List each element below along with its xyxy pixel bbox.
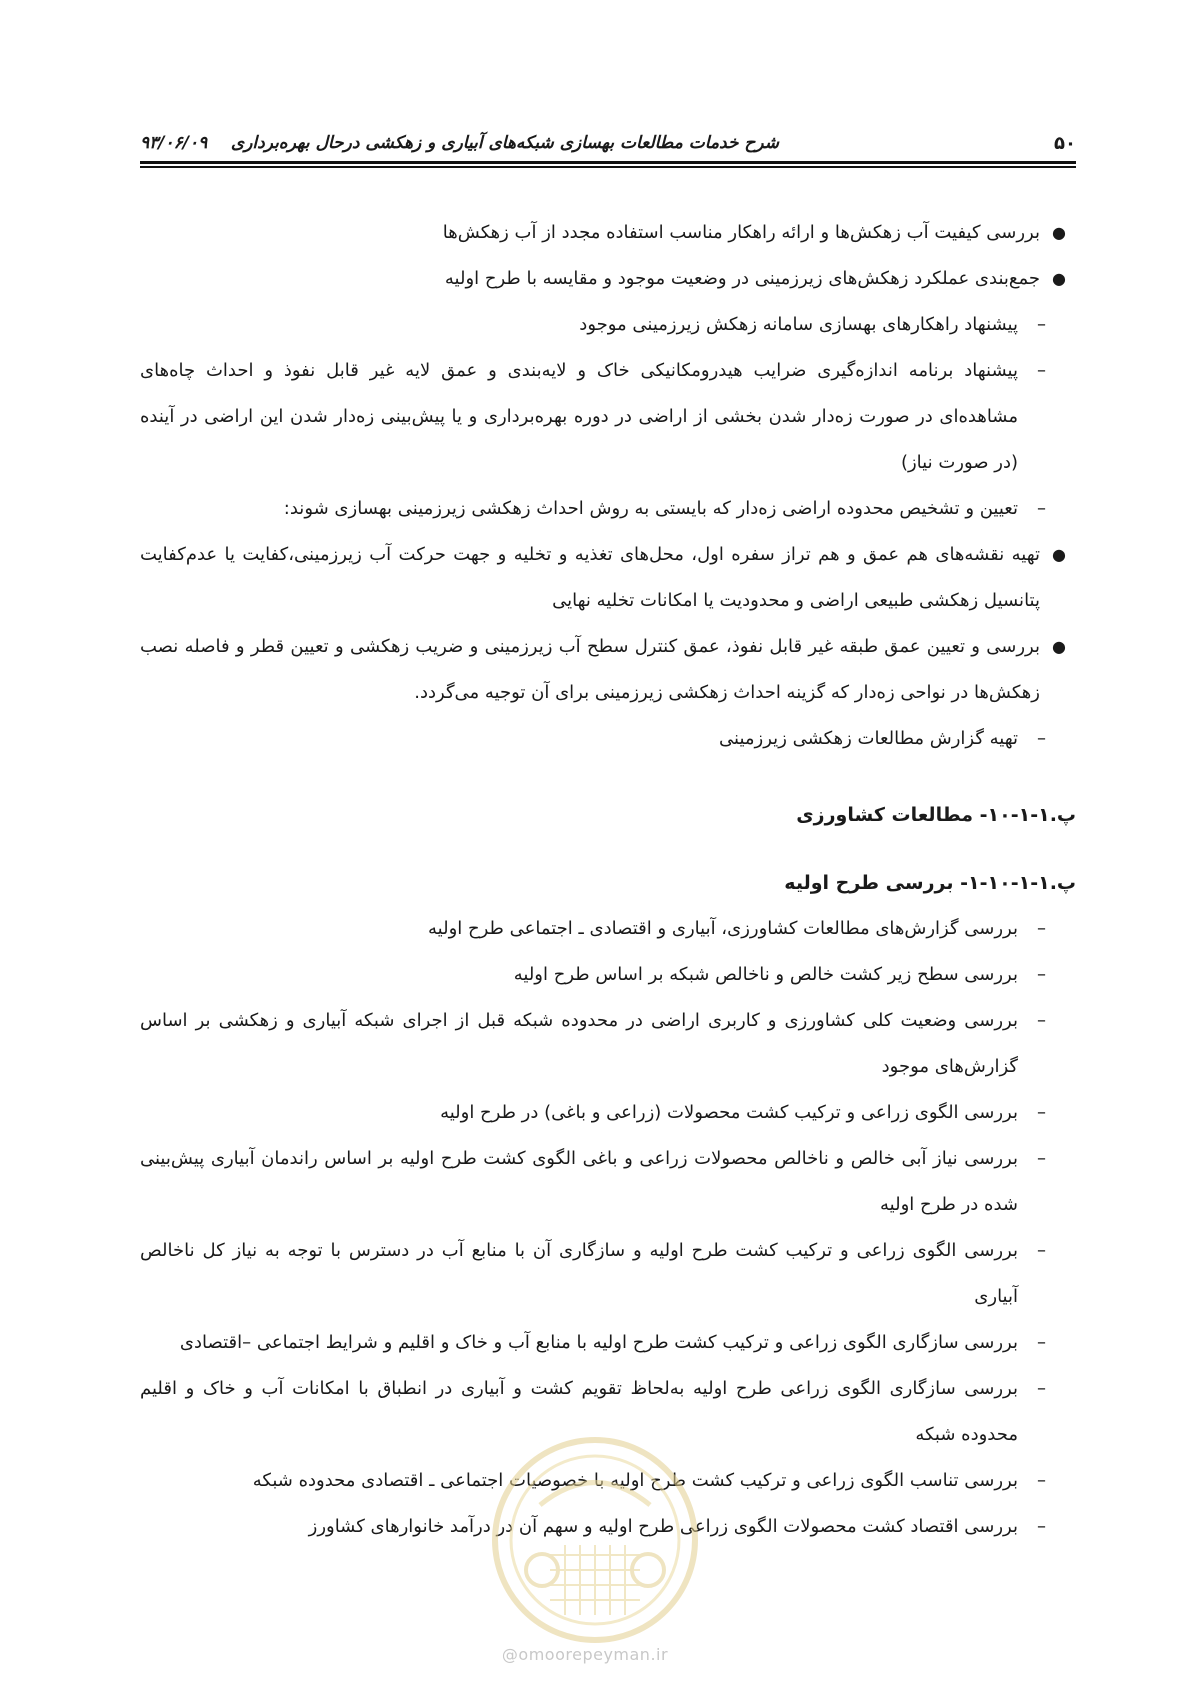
header-rule-thin (140, 166, 1076, 168)
item-text: بررسی سازگاری الگوی زراعی طرح اولیه به‌لحاظ تقویم کشت و آبیاری در انطباق با امکانات آب و خاک و اقلیم محدوده شبکه (140, 1378, 1018, 1445)
header-title-group (140, 133, 779, 153)
bullet-icon: ● (1052, 223, 1066, 242)
item-text: بررسی و تعیین عمق طبقه غیر قابل نفوذ، عمق کنترل سطح آب زیرزمینی و ضریب زهکشی و تعیین قطر و فاصله نصب زهکش‌ها در نواحی زه‌دار که گزینه احداث زهکشی زیرزمینی برای آن توجیه می‌گردد. (140, 636, 1040, 703)
bullet-icon: ● (1052, 545, 1066, 564)
subsection-heading: پ.۱-۱-۱۰-۱- بررسی طرح اولیه (784, 872, 1076, 894)
item-text: جمع‌بندی عملکرد زهکش‌های زیرزمینی در وضعیت موجود و مقایسه با طرح اولیه (444, 268, 1040, 289)
dash-icon: – (1037, 314, 1046, 335)
header-rule-thick (140, 161, 1076, 164)
dash-icon: – (1037, 1470, 1046, 1491)
item-text: بررسی گزارش‌های مطالعات کشاورزی، آبیاری و اقتصادی ـ اجتماعی طرح اولیه (428, 918, 1018, 939)
header-date: ۹۳/۰۶/۰۹ (140, 133, 208, 153)
list-item (140, 486, 1076, 532)
dash-icon: – (1037, 360, 1046, 381)
section-drainage-list (140, 210, 1076, 762)
item-text: تعیین و تشخیص محدوده اراضی زه‌دار که بایستی به روش احداث زهکشی زیرزمینی بهسازی شوند: (283, 498, 1018, 519)
watermark-seal-logo (480, 1420, 710, 1660)
page-content (140, 210, 1076, 1550)
item-text: بررسی نیاز آبی خالص و ناخالص محصولات زراعی و باغی الگوی کشت طرح اولیه بر اساس راندمان آبیاری پیش‌بینی شده در طرح اولیه (140, 1148, 1018, 1215)
dash-icon: – (1037, 728, 1046, 749)
dash-icon: – (1037, 1148, 1046, 1169)
list-item (140, 1136, 1076, 1228)
list-item (140, 1228, 1076, 1320)
dash-icon: – (1037, 964, 1046, 985)
list-item (140, 256, 1076, 302)
item-text: بررسی سطح زیر کشت خالص و ناخالص شبکه بر اساس طرح اولیه (513, 964, 1018, 985)
item-text: پیشنهاد برنامه اندازه‌گیری ضرایب هیدرومکانیکی خاک و لایه‌بندی و عمق لایه غیر قابل نفوذ و احداث چاه‌های مشاهده‌ای در صورت زه‌دار شدن بخشی از اراضی در دوره بهره‌برداری و یا پیش‌بینی زه‌دار شدن این اراضی در آینده (در صورت نیاز) (140, 360, 1018, 473)
item-text: بررسی اقتصاد کشت محصولات الگوی زراعی طرح اولیه و سهم آن در درآمد خانوارهای کشاورز (308, 1516, 1018, 1537)
page-number: ۵۰ (1054, 132, 1076, 154)
watermark-site-text: @omoorepeyman.ir (501, 1645, 669, 1664)
dash-icon: – (1037, 1516, 1046, 1537)
list-item (140, 906, 1076, 952)
page-header (140, 128, 1076, 158)
list-item (140, 302, 1076, 348)
list-item (140, 998, 1076, 1090)
dash-icon: – (1037, 918, 1046, 939)
list-item (140, 1320, 1076, 1366)
list-item (140, 532, 1076, 624)
header-title: شرح خدمات مطالعات بهسازی شبکه‌های آبیاری و زهکشی درحال بهره‌برداری (230, 133, 780, 153)
bullet-icon: ● (1052, 637, 1066, 656)
list-item (140, 210, 1076, 256)
dash-icon: – (1037, 498, 1046, 519)
dash-icon: – (1037, 1240, 1046, 1261)
item-text: تهیه گزارش مطالعات زهکشی زیرزمینی (719, 728, 1018, 749)
dash-icon: – (1037, 1010, 1046, 1031)
dash-icon: – (1037, 1332, 1046, 1353)
item-text: پیشنهاد راهکارهای بهسازی سامانه زهکش زیرزمینی موجود (579, 314, 1018, 335)
list-item (140, 1090, 1076, 1136)
dash-icon: – (1037, 1378, 1046, 1399)
item-text: بررسی الگوی زراعی و ترکیب کشت محصولات (زراعی و باغی) در طرح اولیه (440, 1102, 1018, 1123)
list-item (140, 952, 1076, 998)
list-item (140, 716, 1076, 762)
list-item (140, 624, 1076, 716)
item-text: بررسی سازگاری الگوی زراعی و ترکیب کشت طرح اولیه با منابع آب و خاک و اقلیم و شرایط اجتماعی –اقتصادی (179, 1332, 1018, 1353)
section-heading: پ.۱-۱-۱۰- مطالعات کشاورزی (796, 804, 1076, 826)
dash-icon: – (1037, 1102, 1046, 1123)
item-text: بررسی الگوی زراعی و ترکیب کشت طرح اولیه و سازگاری آن با منابع آب در دسترس با توجه به نیاز کل ناخالص آبیاری (140, 1240, 1018, 1307)
list-item (140, 348, 1076, 486)
item-text: تهیه نقشه‌های هم عمق و هم تراز سفره اول، محل‌های تغذیه و تخلیه و جهت حرکت آب زیرزمینی،کفایت یا عدم‌کفایت پتانسیل زهکشی طبیعی اراضی و محدودیت یا امکانات تخلیه نهایی (140, 544, 1040, 611)
item-text: بررسی کیفیت آب زهکش‌ها و ارائه راهکار مناسب استفاده مجدد از آب زهکش‌ها (442, 222, 1040, 243)
item-text: بررسی وضعیت کلی کشاورزی و کاربری اراضی در محدوده شبکه قبل از اجرای شبکه آبیاری و زهکشی بر اساس گزارش‌های موجود (140, 1010, 1018, 1077)
bullet-icon: ● (1052, 269, 1066, 288)
item-text: بررسی تناسب الگوی زراعی و ترکیب کشت طرح اولیه با خصوصیات اجتماعی ـ اقتصادی محدوده شبکه (252, 1470, 1018, 1491)
